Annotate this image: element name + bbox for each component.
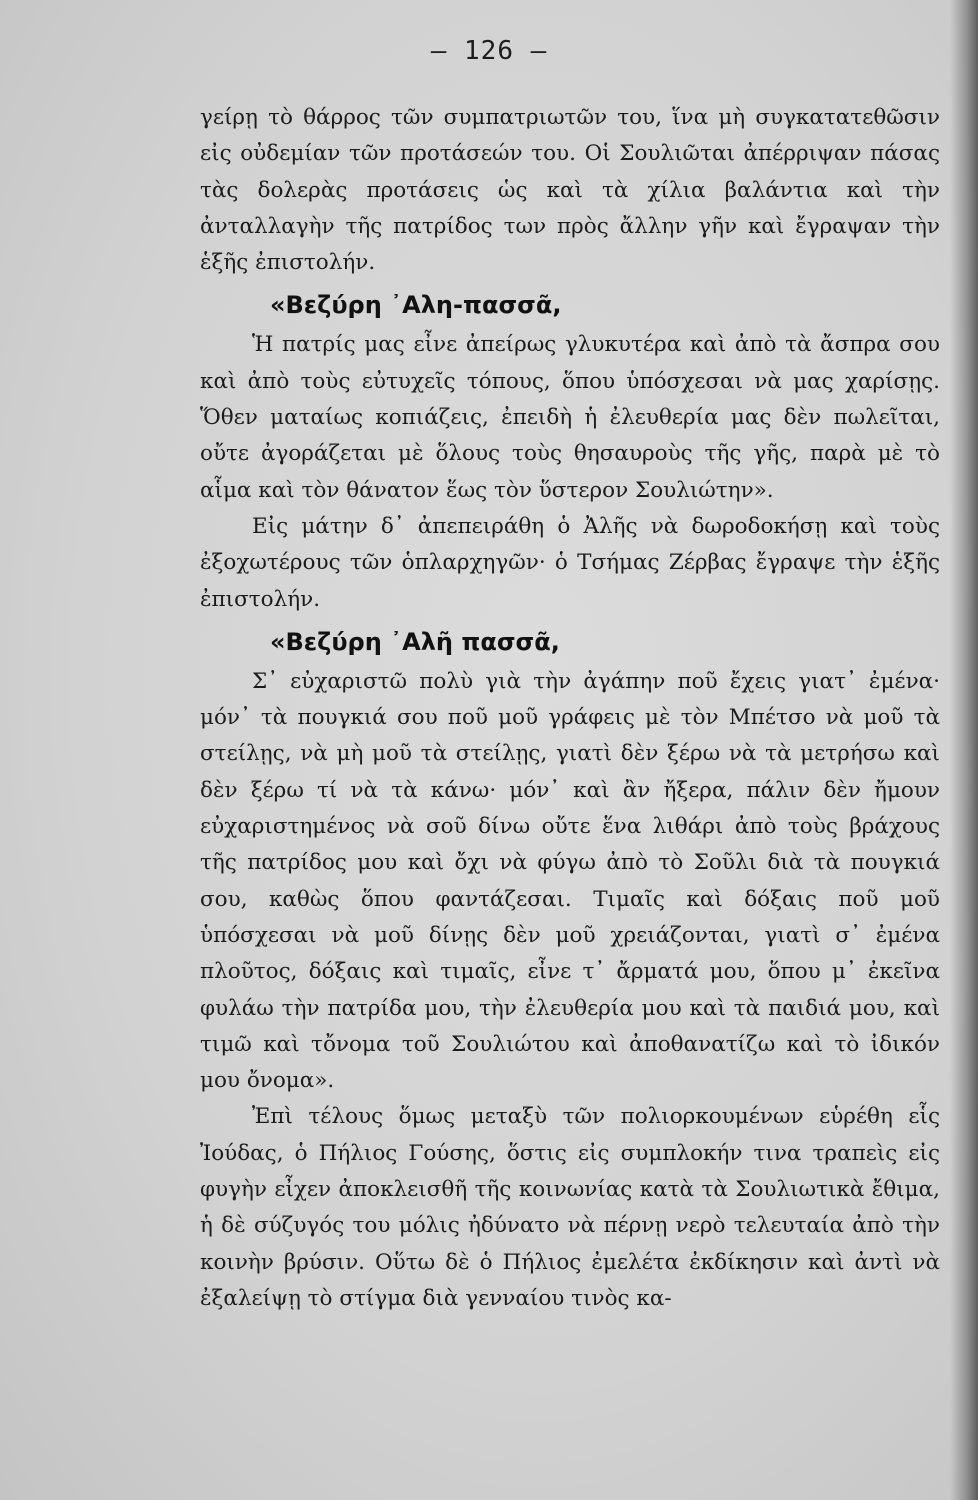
paragraph-1: γείρῃ τὸ θάρρος τῶν συμπατριωτῶν του, ἵνα μὴ συγκατατεθῶσιν εἰς οὐδεμίαν τῶν προτάσεών του. Οἱ Σουλιῶται ἀπέρριψαν πάσας τὰς δολερὰς προτάσεις ὡς καὶ τὰ χίλια βαλάντια καὶ τὴν ἀνταλλαγὴν τῆς πατρίδος των πρὸς ἄλλην γῆν καὶ ἔγραψαν τὴν ἑξῆς ἐπιστολήν. xyxy=(200,105,940,276)
paragraph-3: Εἰς μάτην δ᾿ ἀπεπειράθη ὁ Ἀλῆς νὰ δωροδοκήσῃ καὶ τοὺς ἐξοχωτέρους τῶν ὁπλαρχηγῶν· ὁ Τσήμας Ζέρβας ἔγραψε τὴν ἑξῆς ἐπιστολήν. xyxy=(200,513,940,612)
page-text xyxy=(200,100,940,1317)
letter-heading-1: «Βεζύρη ᾿Αλη-πασσᾶ, xyxy=(270,291,562,320)
paragraph-5: Ἐπὶ τέλους ὅμως μεταξὺ τῶν πολιορκουμένων εὑρέθη εἷς Ἰούδας, ὁ Πήλιος Γούσης, ὅστις εἰς συμπλοκήν τινα τραπεὶς εἰς φυγὴν εἶχεν ἀποκλεισθῆ τῆς κοινωνίας κατὰ τὰ Σουλιωτικὰ ἔθιμα, ἡ δὲ σύζυγός του μόλις ἠδύνατο νὰ πέρνῃ νερὸ τελευταία ἀπὸ τὴν κοινὴν βρύσιν. Οὕτω δὲ ὁ Πήλιος ἐμελέτα ἐκδίκησιν καὶ ἀντὶ νὰ ἐξαλείψῃ τὸ στίγμα διὰ γενναίου τινὸς κα- xyxy=(200,1104,940,1311)
page-number: — 126 — xyxy=(430,36,548,66)
paragraph-4: Σ᾿ εὐχαριστῶ πολὺ γιὰ τὴν ἀγάπην ποῦ ἔχεις γιατ᾿ ἐμένα· μόν᾿ τὰ πουγκιά σου ποῦ μοῦ γράφεις μὲ τὸν Μπέτσο νὰ μοῦ τὰ στείλῃς, νὰ μὴ μοῦ τὰ στείλῃς, γιατὶ δὲν ξέρω νὰ τὰ μετρήσω καὶ δὲν ξέρω τί νὰ τὰ κάνω· μόν᾿ καὶ ἂν ἤξερα, πάλιν δὲν ἤμουν εὐχαριστημένος νὰ σοῦ δίνω οὔτε ἕνα λιθάρι ἀπὸ τοὺς βράχους τῆς πατρίδος μου καὶ ὄχι νὰ φύγω ἀπὸ τὸ Σοῦλι διὰ τὰ πουγκιά σου, καθὼς ὅπου φαντάζεσαι. Τιμαῖς καὶ δόξαις ποῦ μοῦ ὑπόσχεσαι νὰ μοῦ δίνῃς δὲν μοῦ χρειάζονται, γιατὶ σ᾿ ἐμένα πλοῦτος, δόξαις καὶ τιμαῖς, εἶνε τ᾿ ἄρματά μου, ὅπου μ᾿ ἐκεῖνα φυλάω τὴν πατρίδα μου, τὴν ἐλευθερία μου καὶ τὰ παιδιά μου, καὶ τιμῶ καὶ τὄνομα τοῦ Σουλιώτου καὶ ἀποθανατίζω καὶ τὸ ἰδικόν μου ὄνομα». xyxy=(200,668,940,1094)
paragraph-2: Ἡ πατρίς μας εἶνε ἀπείρως γλυκυτέρα καὶ ἀπὸ τὰ ἄσπρα σου καὶ ἀπὸ τοὺς εὐτυχεῖς τόπους, ὅπου ὑπόσχεσαι νὰ μας χαρίσῃς. Ὅθεν ματαίως κοπιάζεις, ἐπειδὴ ἡ ἐλευθερία μας δὲν πωλεῖται, οὔτε ἀγοράζεται μὲ ὅλους τοὺς θησαυροὺς τῆς γῆς, παρὰ μὲ τὸ αἷμα καὶ τὸν θάνατον ἕως τὸν ὕστερον Σουλιώτην». xyxy=(200,332,940,503)
page-spine-shadow xyxy=(950,0,978,1500)
letter-heading-2: «Βεζύρη ᾿Αλῆ πασσᾶ, xyxy=(270,627,560,656)
